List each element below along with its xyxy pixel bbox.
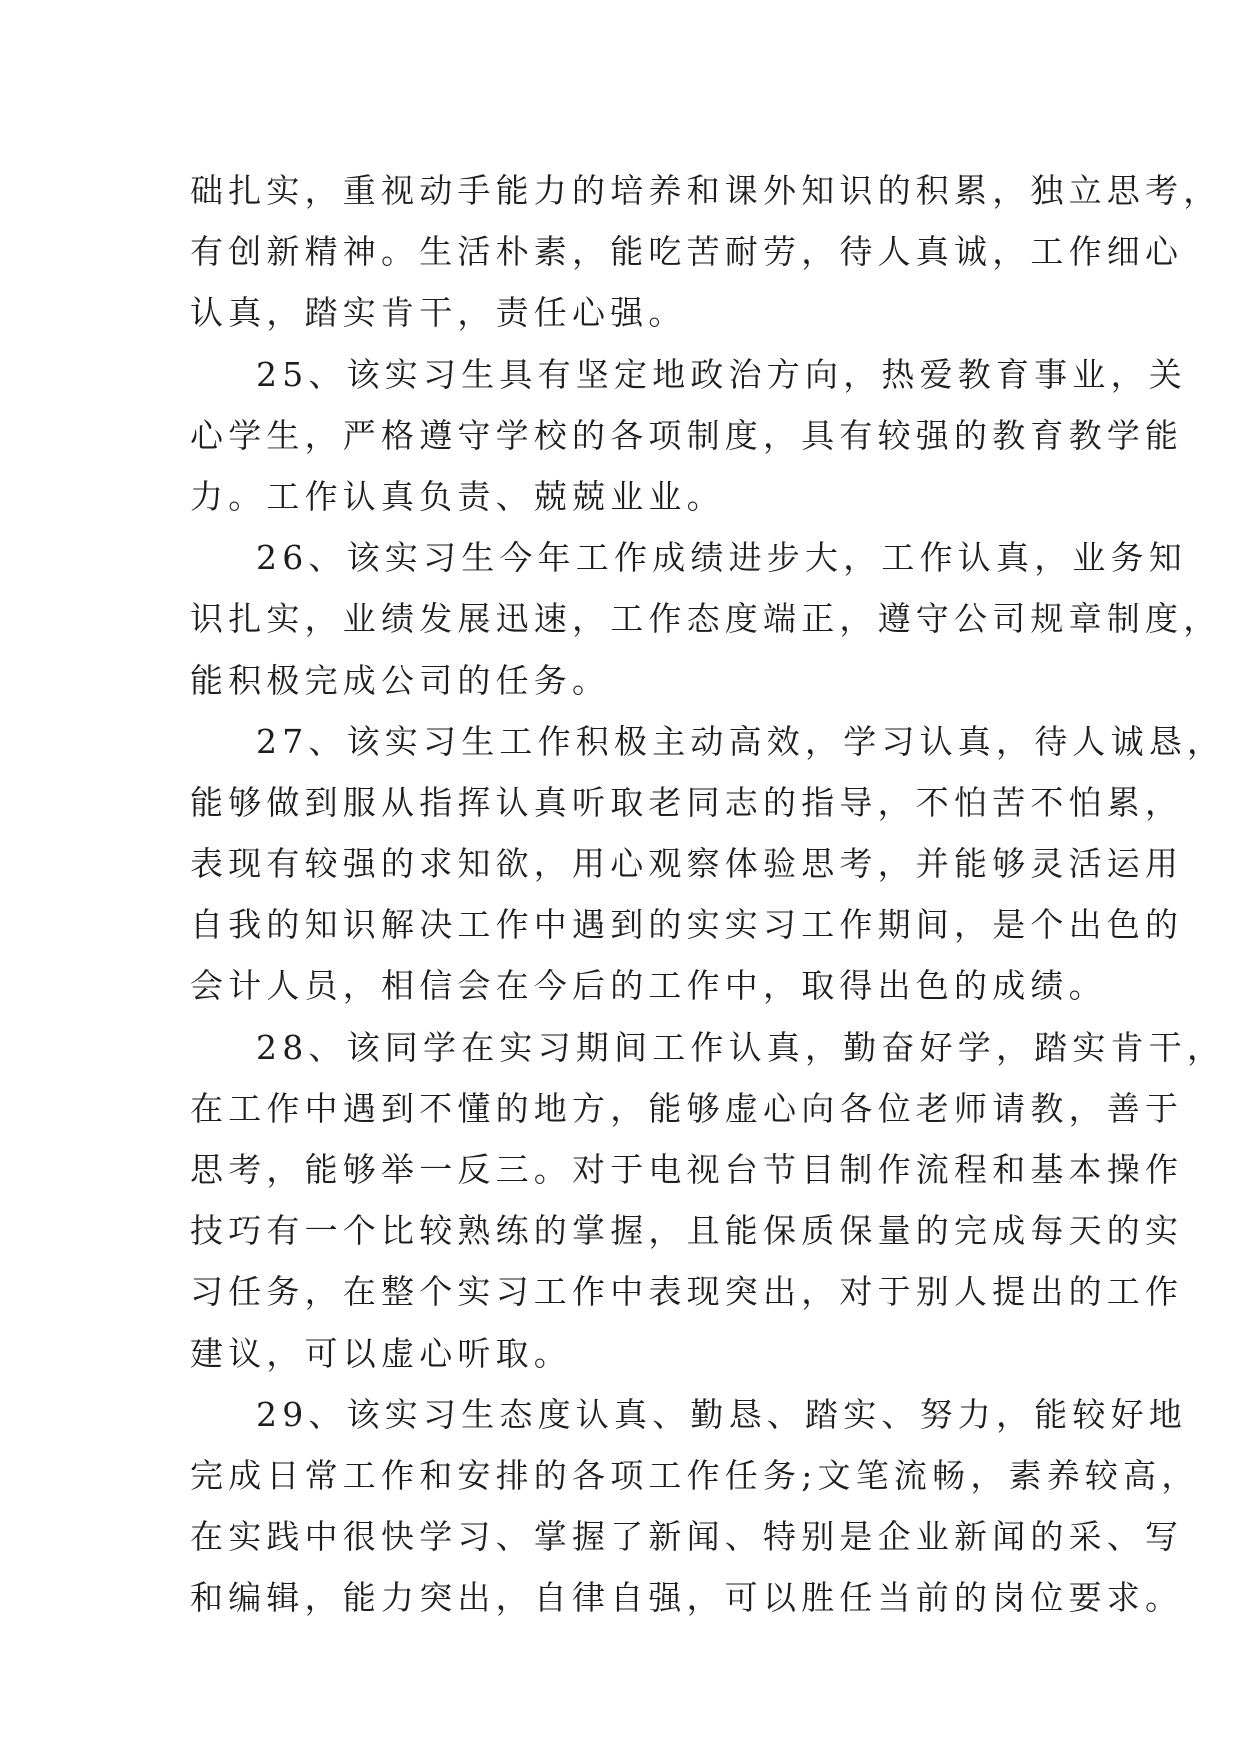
text-line: 会计人员，相信会在今后的工作中，取得出色的成绩。 (190, 966, 1107, 1006)
text-line: 建议，可以虚心听取。 (190, 1333, 572, 1373)
paragraph-item-28 (190, 1017, 1226, 1384)
paragraph-item-27 (190, 711, 1226, 1017)
text-line: 有创新精神。生活朴素，能吃苦耐劳，待人真诚，工作细心 (190, 232, 1184, 272)
text-line: 力。工作认真负责、兢兢业业。 (190, 476, 725, 516)
text-line: 在工作中遇到不懂的地方，能够虚心向各位老师请教，善于 (190, 1088, 1184, 1128)
text-line: 27、该实习生工作积极主动高效，学习认真，待人诚恳， (256, 721, 1226, 761)
text-line: 28、该同学在实习期间工作认真，勤奋好学，踏实肯干， (256, 1027, 1226, 1067)
text-line: 26、该实习生今年工作成绩进步大，工作认真，业务知 (256, 538, 1187, 578)
text-line: 础扎实，重视动手能力的培养和课外知识的积累，独立思考， (190, 171, 1222, 210)
text-line: 能够做到服从指挥认真听取老同志的指导，不怕苦不怕累， (190, 782, 1184, 822)
paragraph-continuation (190, 160, 1222, 344)
text-line: 能积极完成公司的任务。 (190, 660, 611, 700)
text-line: 25、该实习生具有坚定地政治方向，热爱教育事业，关 (256, 354, 1187, 394)
text-line: 表现有较强的求知欲，用心观察体验思考，并能够灵活运用 (190, 844, 1184, 884)
text-line: 完成日常工作和安排的各项工作任务;文笔流畅，素养较高， (190, 1455, 1200, 1495)
text-line: 29、该实习生态度认真、勤恳、踏实、努力，能较好地 (256, 1394, 1187, 1434)
text-line: 自我的知识解决工作中遇到的实实习工作期间，是个出色的 (190, 905, 1184, 945)
text-line: 习任务，在整个实习工作中表现突出，对于别人提出的工作 (190, 1272, 1184, 1312)
text-line: 识扎实，业绩发展迅速，工作态度端正，遵守公司规章制度， (190, 599, 1222, 639)
text-line: 技巧有一个比较熟练的掌握，且能保质保量的完成每天的实 (190, 1211, 1184, 1251)
paragraph-item-26 (190, 527, 1222, 711)
text-line: 和编辑，能力突出，自律自强，可以胜任当前的岗位要求。 (190, 1578, 1184, 1618)
document-body (190, 160, 1226, 1629)
paragraph-item-25 (190, 344, 1187, 528)
text-line: 在实践中很快学习、掌握了新闻、特别是企业新闻的采、写 (190, 1517, 1184, 1557)
text-line: 心学生，严格遵守学校的各项制度，具有较强的教育教学能 (190, 415, 1184, 455)
text-line: 认真，踏实肯干，责任心强。 (190, 293, 687, 333)
paragraph-item-29 (190, 1384, 1200, 1629)
text-line: 思考，能够举一反三。对于电视台节目制作流程和基本操作 (190, 1150, 1184, 1189)
